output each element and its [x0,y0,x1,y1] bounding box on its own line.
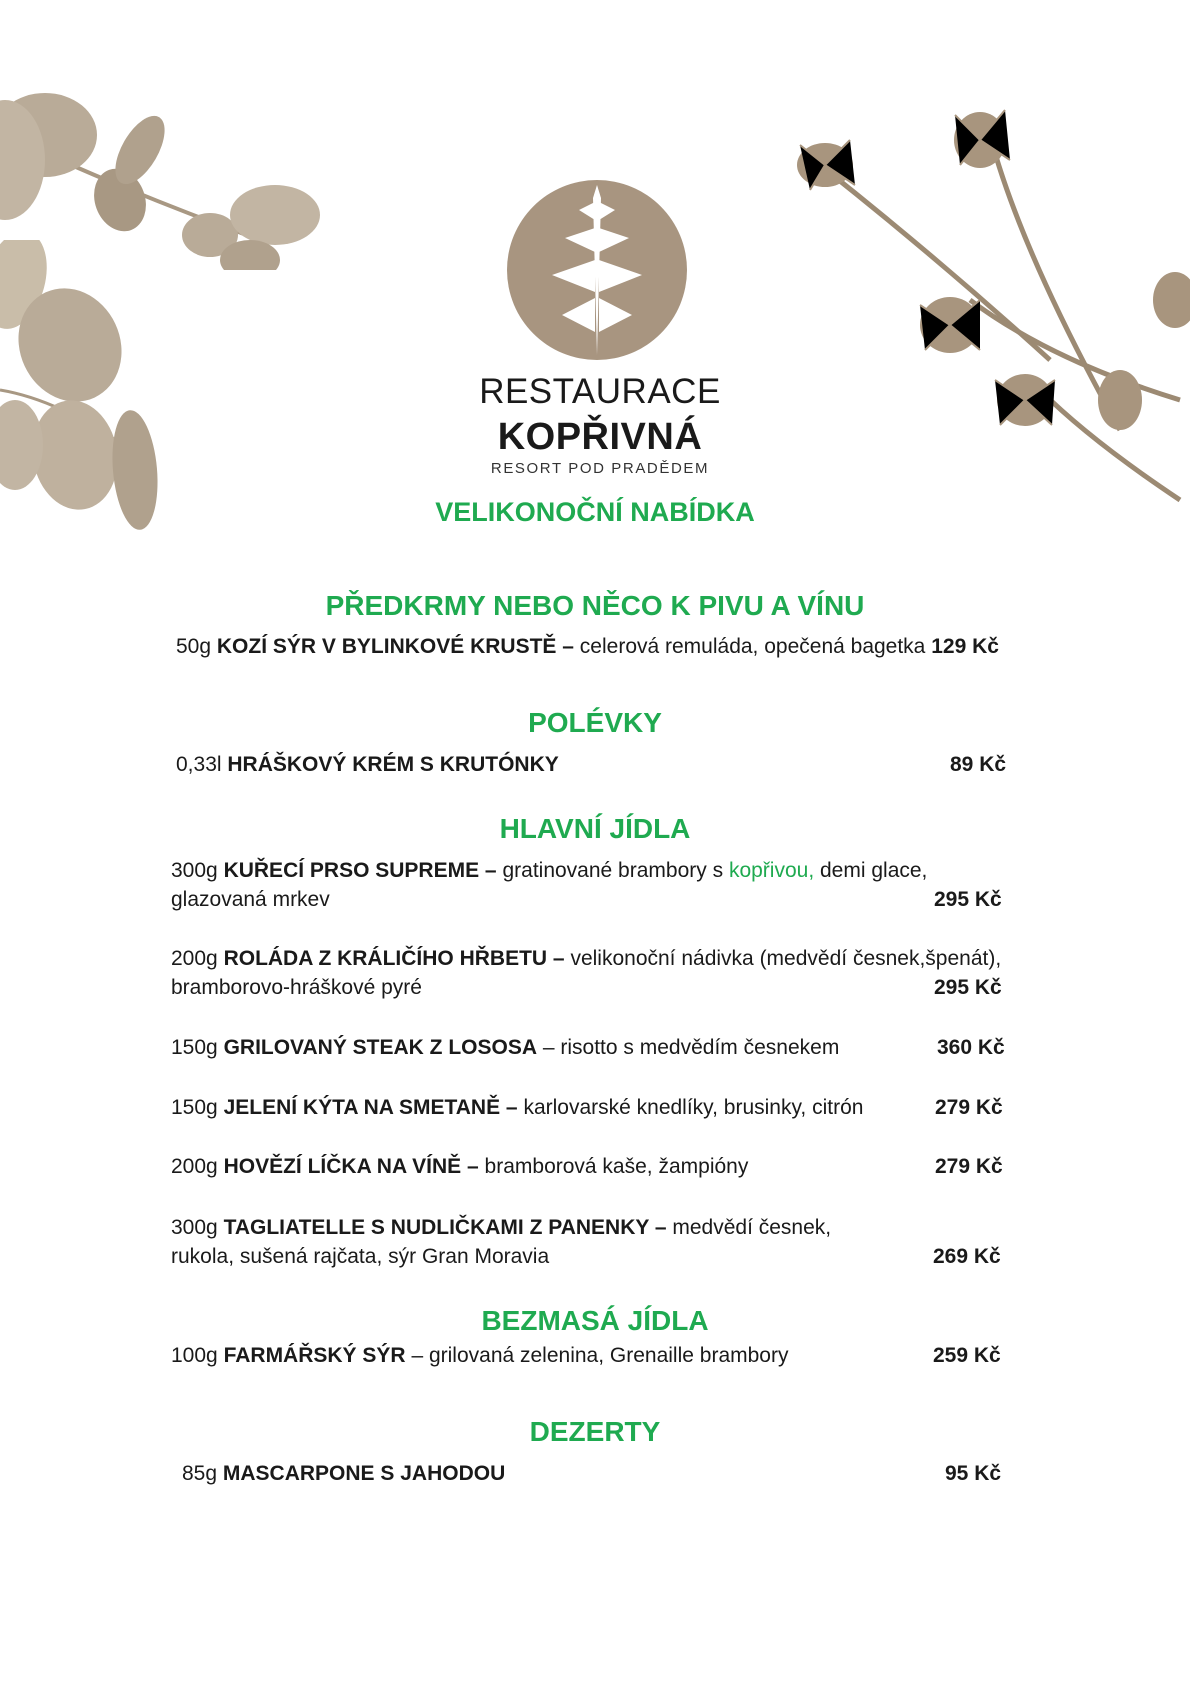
item-description: – grilovaná zelenina, Grenaille brambory [411,1344,789,1367]
item-name: HRÁŠKOVÝ KRÉM S KRUTÓNKY [227,753,559,776]
section-title-starters: PŘEDKRMY NEBO NĚCO K PIVU A VÍNU [325,590,865,621]
item-price: 259 Kč [933,1344,1001,1367]
menu-item-venison [171,1097,863,1118]
menu-item-beef-cheeks [171,1156,748,1177]
item-price: 295 Kč [934,976,1002,999]
item-price: 360 Kč [937,1036,1005,1059]
section-title-vegetarian: BEZMASÁ JÍDLA [481,1305,709,1336]
item-price: 279 Kč [935,1155,1003,1178]
item-description-line2: glazovaná mrkev [171,888,330,911]
item-name: ROLÁDA Z KRÁLIČÍHO HŘBETU – [223,947,565,970]
item-description-line2: rukola, sušená rajčata, sýr Gran Moravia [171,1245,550,1268]
menu-item-mascarpone [182,1463,505,1484]
item-description: gratinované brambory s [502,859,724,882]
item-price: 95 Kč [945,1462,1002,1485]
item-price: 129 Kč [931,635,999,658]
item-description: demi glace, [820,859,928,882]
item-description: karlovarské knedlíky, brusinky, citrón [523,1096,864,1119]
item-name: TAGLIATELLE S NUDLIČKAMI Z PANENKY – [223,1216,667,1239]
menu-item-tagliatelle [171,1217,831,1238]
item-quantity: 50g [176,635,212,658]
item-name: FARMÁŘSKÝ SÝR [223,1344,406,1367]
menu-item-pea-soup [176,754,559,775]
menu-item-chicken [171,860,927,881]
item-name: JELENÍ KÝTA NA SMETANĚ – [223,1096,518,1119]
item-price: 269 Kč [933,1245,1001,1268]
item-description: bramborová kaše, žampióny [484,1155,749,1178]
item-name: GRILOVANÝ STEAK Z LOSOSA [223,1036,538,1059]
nettle-icon [507,180,687,360]
item-description: medvědí česnek, [672,1216,832,1239]
item-quantity: 200g [171,1155,218,1178]
item-name: MASCARPONE S JAHODOU [222,1462,506,1485]
item-price: 295 Kč [934,888,1002,911]
item-description: celerová remuláda, opečená bagetka [579,635,926,658]
menu-item-rabbit [171,948,1001,969]
brand-tagline: RESORT POD PRADĚDEM [490,460,710,477]
item-price: 89 Kč [950,753,1007,776]
dried-thistle-icon [790,100,1190,520]
section-title-desserts: DEZERTY [529,1416,661,1447]
item-description: velikonoční nádivka (medvědí česnek,špenát), [570,947,1002,970]
item-name: KUŘECÍ PRSO SUPREME – [223,859,497,882]
item-quantity: 0,33l [176,753,222,776]
item-quantity: 150g [171,1096,218,1119]
section-title-mains: HLAVNÍ JÍDLA [499,813,691,844]
menu-item-farmer-cheese [171,1345,788,1366]
menu-item-goat-cheese [176,636,999,657]
item-quantity: 85g [182,1462,218,1485]
item-quantity: 300g [171,859,218,882]
offer-title: VELIKONOČNÍ NABÍDKA [435,497,755,527]
item-quantity: 150g [171,1036,218,1059]
item-name: KOZÍ SÝR V BYLINKOVÉ KRUSTĚ – [216,635,574,658]
brand-name-line1: RESTAURACE [479,372,721,411]
item-description-line2: bramborovo-hráškové pyré [171,976,422,999]
item-description: – risotto s medvědím česnekem [542,1036,840,1059]
item-name: HOVĚZÍ LÍČKA NA VÍNĚ – [223,1155,479,1178]
menu-item-salmon [171,1037,839,1058]
brand-name-line2: KOPŘIVNÁ [497,416,703,458]
item-quantity: 100g [171,1344,218,1367]
leaf-branch-icon [0,240,170,540]
section-title-soups: POLÉVKY [528,707,662,738]
item-description-highlight: kopřivou, [728,859,815,882]
item-quantity: 300g [171,1216,218,1239]
item-quantity: 200g [171,947,218,970]
logo-badge [507,180,687,360]
item-price: 279 Kč [935,1096,1003,1119]
eucalyptus-branch-icon [0,40,360,270]
